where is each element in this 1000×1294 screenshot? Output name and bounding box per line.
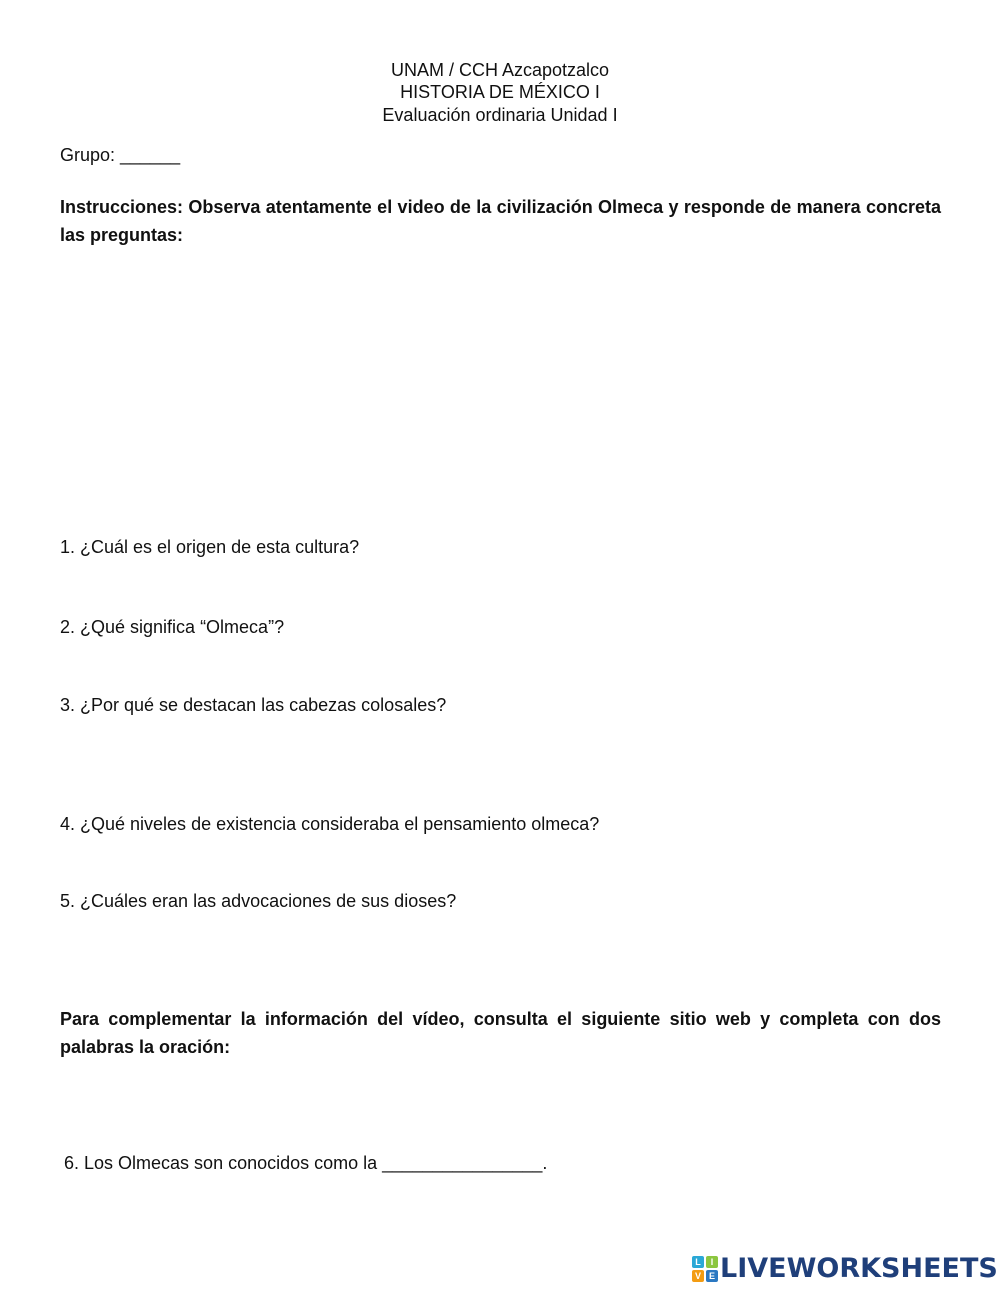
question-1: 1. ¿Cuál es el origen de esta cultura? [60,537,360,557]
logo-letter-v: V [692,1270,704,1282]
fill-in-sentence[interactable]: 6. Los Olmecas son conocidos como la ________________. [64,1153,548,1173]
institution-title: UNAM / CCH Azcapotzalco [390,60,610,80]
liveworksheets-wordmark: LIVEWORKSHEETS [720,1253,998,1284]
instructions-text: Instrucciones: Observa atentamente el video de la civilización Olmeca y responde de manera concreta las preguntas: [60,197,941,245]
grupo-field[interactable]: Grupo: ______ [60,145,181,165]
logo-letter-l: L [692,1256,704,1268]
logo-letter-e: E [706,1270,718,1282]
question-5: 5. ¿Cuáles eran las advocaciones de sus dioses? [60,891,457,911]
question-2: 2. ¿Qué significa “Olmeca”? [60,617,285,637]
complement-instructions: Para complementar la información del vídeo, consulta el siguiente sitio web y completa con dos palabras la oración: [60,1009,941,1057]
exam-title: Evaluación ordinaria Unidad I [382,105,618,125]
liveworksheets-icon [692,1256,718,1282]
course-title: HISTORIA DE MÉXICO I [400,82,600,102]
question-4: 4. ¿Qué niveles de existencia consideraba el pensamiento olmeca? [60,814,600,834]
liveworksheets-logo [692,1254,998,1284]
logo-letter-i: I [706,1256,718,1268]
question-3: 3. ¿Por qué se destacan las cabezas colosales? [60,695,447,715]
